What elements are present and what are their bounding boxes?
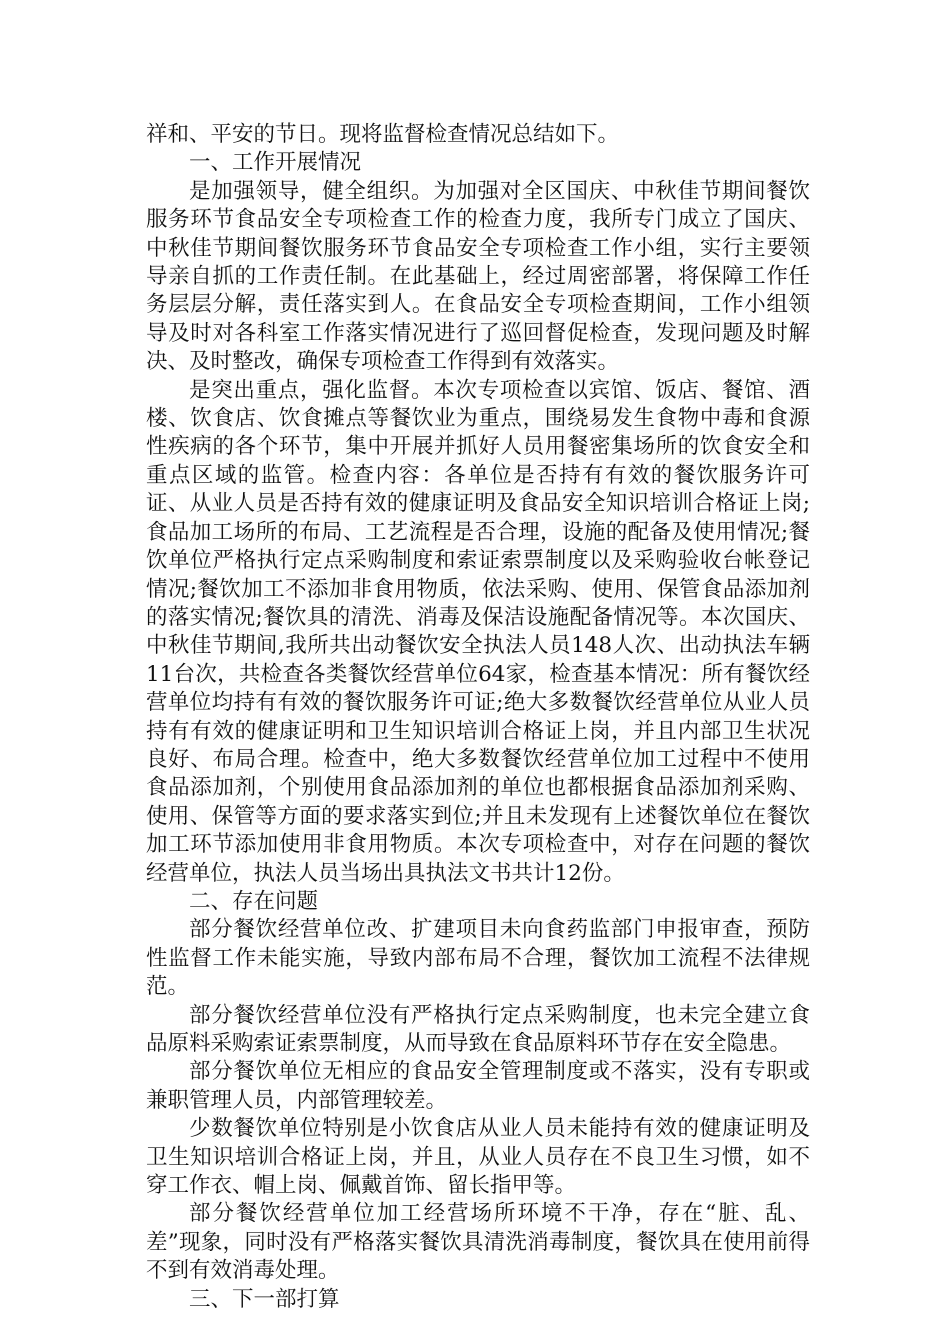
paragraph-problem-staff: 少数餐饮单位特别是小饮食店从业人员未能持有效的健康证明及卫生知识培训合格证上岗，并且，从业人员存在不良卫生习惯，如不穿工作衣、帽上岗、佩戴首饰、留长指甲等。 — [146, 1116, 810, 1199]
section-heading-problems: 二、存在问题 — [189, 888, 319, 914]
section-heading-work-progress: 一、工作开展情况 — [189, 150, 362, 176]
paragraph-problem-management: 部分餐饮单位无相应的食品安全管理制度或不落实，没有专职或兼职管理人员，内部管理较差。 — [146, 1059, 810, 1113]
paragraph-supervision: 是突出重点，强化监督。本次专项检查以宾馆、饭店、餐馆、酒楼、饮食店、饮食摊点等餐饮业为重点，围绕易发生食物中毒和食源性疾病的各个环节，集中开展并抓好人员用餐密集场所的饮食安全和重点区域的监管。检查内容：各单位是否持有有效的餐饮服务许可证、从业人员是否持有效的健康证明及食品安全知识培训合格证上岗;食品加工场所的布局、工艺流程是否合理，设施的配备及使用情况;餐饮单位严格执行定点采购制度和索证索票制度以及采购验收台帐登记情况;餐饮加工不添加非食用物质，依法采购、使用、保管食品添加剂的落实情况;餐饮具的清洗、消毒及保洁设施配备情况等。本次国庆、中秋佳节期间,我所共出动餐饮安全执法人员148人次、出动执法车辆11台次，共检查各类餐饮经营单位64家，检查基本情况：所有餐饮经营单位均持有有效的餐饮服务许可证;绝大多数餐饮经营单位从业人员持有有效的健康证明和卫生知识培训合格证上岗，并且内部卫生状况良好、布局合理。检查中，绝大多数餐饮经营单位加工过程中不使用食品添加剂，个别使用食品添加剂的单位也都根据食品添加剂采购、使用、保管等方面的要求落实到位;并且未发现有上述餐饮单位在餐饮加工环节添加使用非食用物质。本次专项检查中，对存在问题的餐饮经营单位，执法人员当场出具执法文书共计12份。 — [146, 377, 810, 886]
document-page — [146, 121, 810, 1314]
section-heading-next-plan: 三、下一部打算 — [189, 1286, 340, 1312]
paragraph-problem-environment: 部分餐饮经营单位加工经营场所环境不干净，存在“脏、乱、差”现象，同时没有严格落实餐饮具清洗消毒制度，餐饮具在使用前得不到有效消毒处理。 — [146, 1201, 810, 1284]
paragraph-leadership: 是加强领导，健全组织。为加强对全区国庆、中秋佳节期间餐饮服务环节食品安全专项检查工作的检查力度，我所专门成立了国庆、中秋佳节期间餐饮服务环节食品安全专项检查工作小组，实行主要领导亲自抓的工作责任制。在此基础上，经过周密部署，将保障工作任务层层分解，责任落实到人。在食品安全专项检查期间，工作小组领导及时对各科室工作落实情况进行了巡回督促检查，发现问题及时解决、及时整改，确保专项检查工作得到有效落实。 — [146, 178, 810, 375]
paragraph-problem-renovation: 部分餐饮经营单位改、扩建项目未向食药监部门申报审查，预防性监督工作未能实施，导致内部布局不合理，餐饮加工流程不法律规范。 — [146, 917, 810, 1000]
paragraph-opening: 祥和、平安的节日。现将监督检查情况总结如下。 — [146, 122, 620, 147]
paragraph-problem-procurement: 部分餐饮经营单位没有严格执行定点采购制度，也未完全建立食品原料采购索证索票制度，从而导致在食品原料环节存在安全隐患。 — [146, 1002, 810, 1056]
